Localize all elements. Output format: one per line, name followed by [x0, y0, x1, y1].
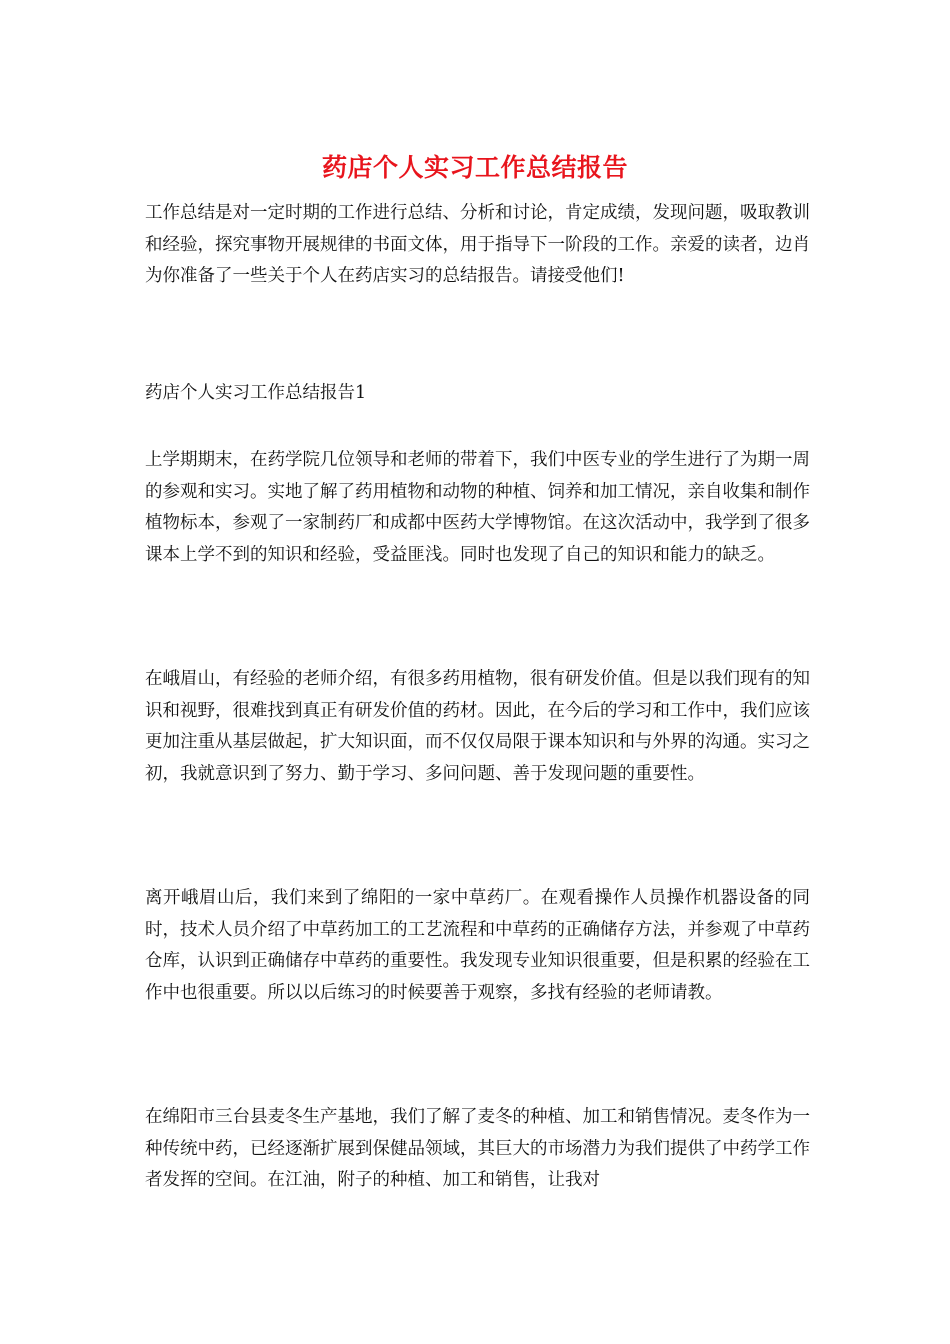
body-paragraph: 在绵阳市三台县麦冬生产基地，我们了解了麦冬的种植、加工和销售情况。麦冬作为一种传统中药，已经逐渐扩展到保健品领域，其巨大的市场潜力为我们提供了中药学工作者发挥的空间。在江油，附子的种植、加工和销售，让我对	[145, 1107, 810, 1190]
document-title: 药店个人实习工作总结报告	[321, 153, 628, 182]
section-heading: 药店个人实习工作总结报告1	[145, 383, 367, 403]
intro-paragraph: 工作总结是对一定时期的工作进行总结、分析和讨论，肯定成绩，发现问题，吸取教训和经验，探究事物开展规律的书面文体，用于指导下一阶段的工作。亲爱的读者，边肖为你准备了一些关于个人在药店实习的总结报告。请接受他们!	[145, 203, 810, 286]
body-paragraph: 离开峨眉山后，我们来到了绵阳的一家中草药厂。在观看操作人员操作机器设备的同时，技术人员介绍了中草药加工的工艺流程和中草药的正确储存方法，并参观了中草药仓库，认识到正确储存中草药的重要性。我发现专业知识很重要，但是积累的经验在工作中也很重要。所以以后练习的时候要善于观察，多找有经验的老师请教。	[145, 888, 810, 1003]
body-paragraph: 上学期期末，在药学院几位领导和老师的带着下，我们中医专业的学生进行了为期一周的参观和实习。实地了解了药用植物和动物的种植、饲养和加工情况，亲自收集和制作植物标本，参观了一家制药厂和成都中医药大学博物馆。在这次活动中，我学到了很多课本上学不到的知识和经验，受益匪浅。同时也发现了自己的知识和能力的缺乏。	[145, 450, 810, 565]
body-paragraph: 在峨眉山，有经验的老师介绍，有很多药用植物，很有研发价值。但是以我们现有的知识和视野，很难找到真正有研发价值的药材。因此，在今后的学习和工作中，我们应该更加注重从基层做起，扩大知识面，而不仅仅局限于课本知识和与外界的沟通。实习之初，我就意识到了努力、勤于学习、多问问题、善于发现问题的重要性。	[145, 669, 810, 784]
